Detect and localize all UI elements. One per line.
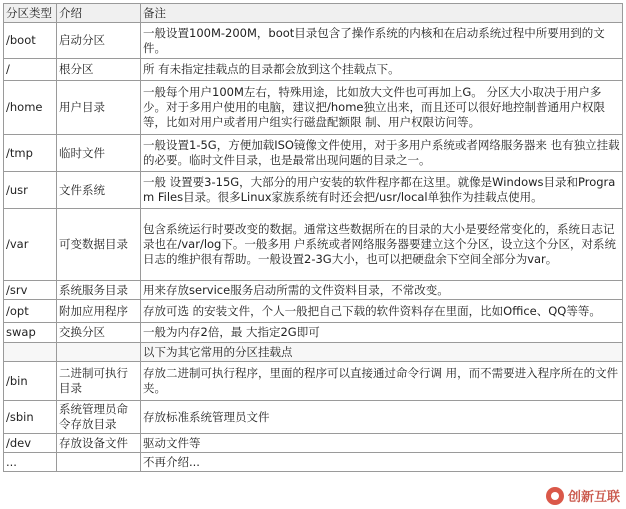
partition-type: /usr <box>4 172 57 209</box>
partition-notes: 一般 设置要3-15G，大部分的用户安装的软件程序都在这里。就像是Windows目录和Program Files目录。很多Linux家族系统有时还会把/usr/local单独作为挂载点使用。 <box>141 172 623 209</box>
table-row <box>4 453 623 472</box>
partition-type: /home <box>4 81 57 135</box>
table-row <box>4 281 623 300</box>
table-row <box>4 23 623 59</box>
header-intro: 介绍 <box>57 4 141 23</box>
partition-intro: 二进制可执行目录 <box>57 362 141 401</box>
partition-intro: 存放设备文件 <box>57 434 141 453</box>
partition-intro <box>57 453 141 472</box>
partition-intro: 系统管理员命令存放目录 <box>57 401 141 434</box>
partition-intro: 用户目录 <box>57 81 141 135</box>
partition-intro: 启动分区 <box>57 23 141 59</box>
table-row <box>4 135 623 172</box>
table-row <box>4 300 623 323</box>
partition-notes: 一般为内存2倍，最 大指定2G即可 <box>141 323 623 343</box>
table-row <box>4 172 623 209</box>
watermark <box>546 486 620 505</box>
partition-notes: 一般设置1-5G，方便加载ISO镜像文件使用，对于多用户系统或者网络服务器来 也有独立挂载的必要。临时文件目录，也是最常出现问题的目录之一。 <box>141 135 623 172</box>
partition-type <box>4 343 57 362</box>
partition-notes: 一般设置100M-200M，boot目录包含了操作系统的内核和在启动系统过程中所要用到的文件。 <box>141 23 623 59</box>
partition-notes: 包含系统运行时要改变的数据。通常这些数据所在的目录的大小是要经常变化的，系统日志记录也在/var/log下。一般多用 户系统或者网络服务器要建立这个分区，设立这个分区，对系统日志的维护很有帮助。一般设置2-3G大小，也可以把硬盘余下空间全部分为var。 <box>141 209 623 281</box>
table-row <box>4 81 623 135</box>
table-header-row <box>4 4 623 23</box>
brand-logo-icon <box>546 487 564 505</box>
partition-type: / <box>4 59 57 81</box>
partition-notes: 存放可选 的安装文件，个人一般把自己下载的软件资料存在里面，比如Office、QQ等等。 <box>141 300 623 323</box>
partition-intro: 文件系统 <box>57 172 141 209</box>
watermark-text: 创新互联 <box>567 490 620 505</box>
partition-type: /tmp <box>4 135 57 172</box>
section-caption: 以下为其它常用的分区挂载点 <box>141 343 623 362</box>
partition-type: ... <box>4 453 57 472</box>
table-row <box>4 362 623 401</box>
partition-type: /dev <box>4 434 57 453</box>
partition-notes: 驱动文件等 <box>141 434 623 453</box>
partition-intro: 临时文件 <box>57 135 141 172</box>
table-section-row <box>4 343 623 362</box>
partition-intro: 根分区 <box>57 59 141 81</box>
partition-type: /sbin <box>4 401 57 434</box>
header-type: 分区类型 <box>4 4 57 23</box>
table-row <box>4 323 623 343</box>
partition-notes: 所 有未指定挂载点的目录都会放到这个挂载点下。 <box>141 59 623 81</box>
partition-intro: 附加应用程序 <box>57 300 141 323</box>
partition-table <box>3 3 623 472</box>
table-row <box>4 434 623 453</box>
header-notes: 备注 <box>141 4 623 23</box>
partition-type: /srv <box>4 281 57 300</box>
partition-notes: 存放标准系统管理员文件 <box>141 401 623 434</box>
partition-notes: 存放二进制可执行程序，里面的程序可以直接通过命令行调 用，而不需要进入程序所在的文件夹。 <box>141 362 623 401</box>
partition-type: /bin <box>4 362 57 401</box>
partition-type: /var <box>4 209 57 281</box>
partition-intro <box>57 343 141 362</box>
partition-intro: 系统服务目录 <box>57 281 141 300</box>
table-row <box>4 401 623 434</box>
partition-notes: 不再介绍... <box>141 453 623 472</box>
partition-type: swap <box>4 323 57 343</box>
partition-type: /opt <box>4 300 57 323</box>
table-row <box>4 59 623 81</box>
partition-notes: 一般每个用户100M左右，特殊用途，比如放大文件也可再加上G。 分区大小取决于用户多少。对于多用户使用的电脑，建议把/home独立出来，而且还可以很好地控制普通用户权限等，比如对用户或者用户组实行磁盘配额限 制、用户权限访问等。 <box>141 81 623 135</box>
table-row <box>4 209 623 281</box>
partition-type: /boot <box>4 23 57 59</box>
partition-notes: 用来存放service服务启动所需的文件资料目录，不常改变。 <box>141 281 623 300</box>
partition-intro: 交换分区 <box>57 323 141 343</box>
partition-intro: 可变数据目录 <box>57 209 141 281</box>
